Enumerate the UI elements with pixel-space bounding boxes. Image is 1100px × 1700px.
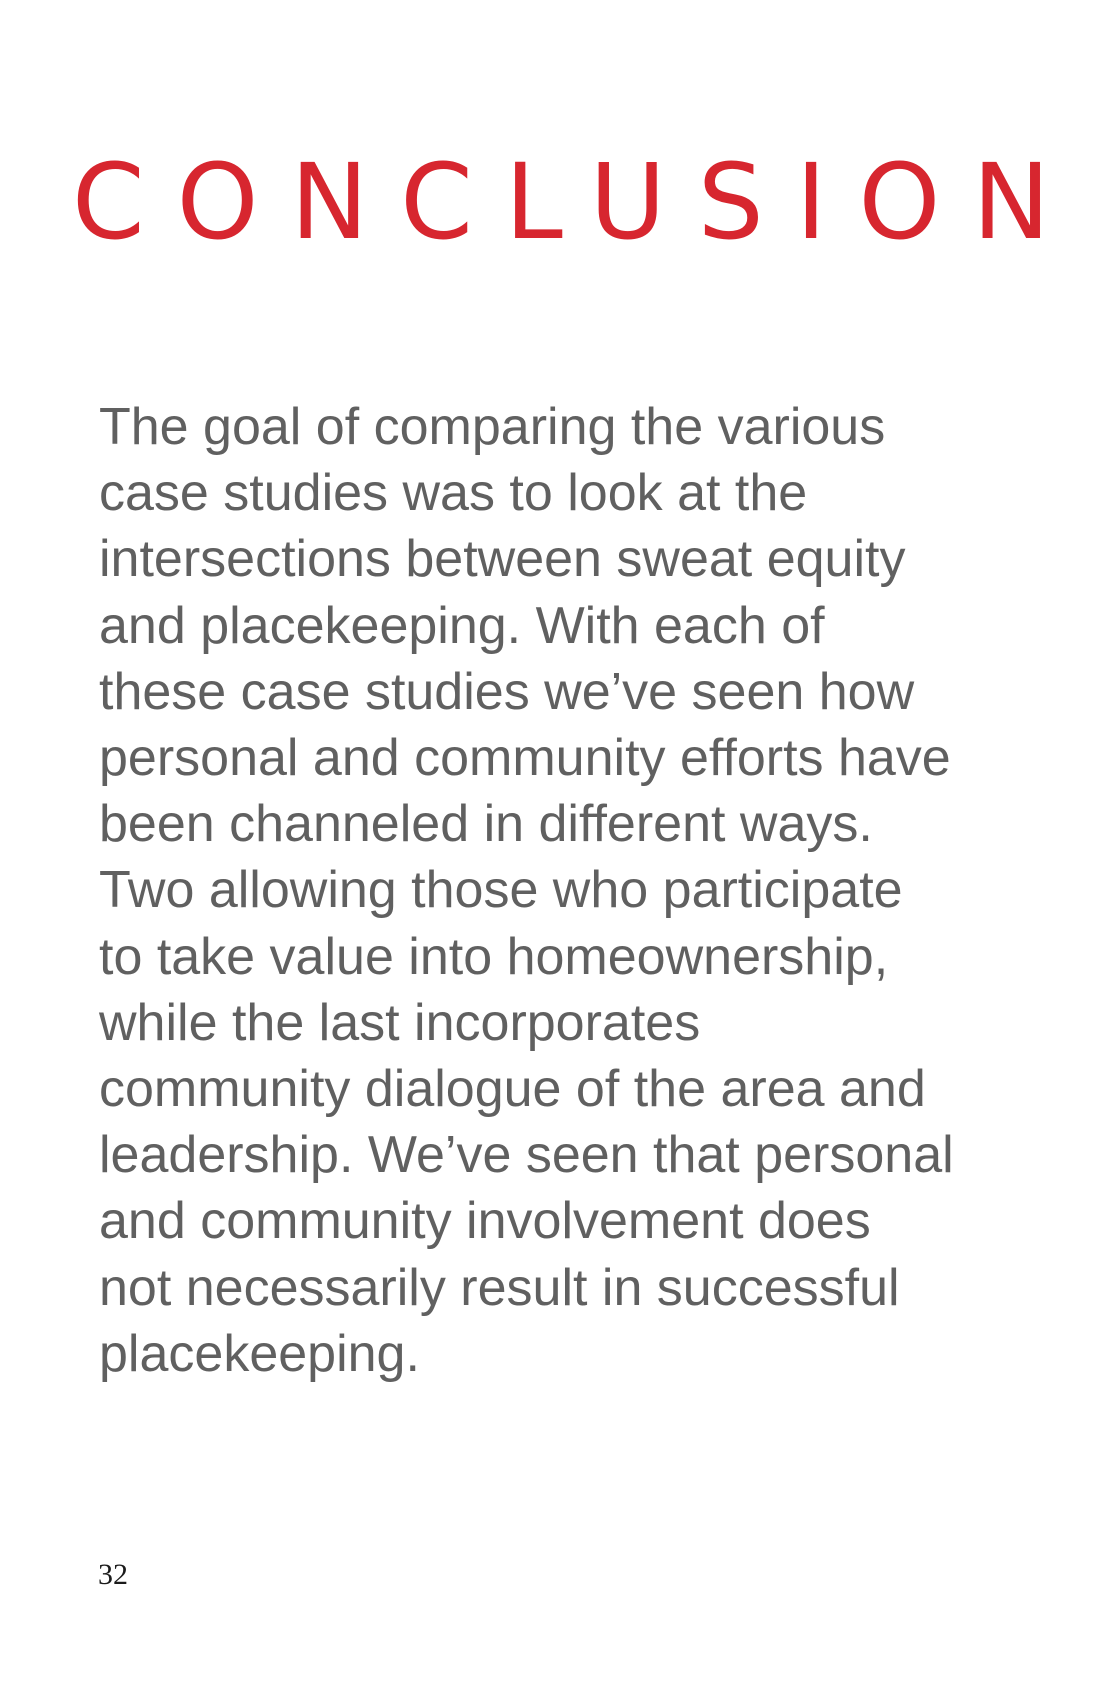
paragraph-line: Two allowing those who participate [99, 861, 903, 920]
paragraph-line: not necessarily result in successful [99, 1258, 900, 1317]
paragraph-line: placekeeping. [99, 1324, 420, 1383]
paragraph-line: and placekeeping. With each of [99, 596, 825, 655]
paragraph-line: while the last incorporates [99, 993, 701, 1052]
conclusion-paragraph [99, 394, 979, 1387]
paragraph-line: case studies was to look at the [99, 464, 808, 523]
paragraph-line: leadership. We’ve seen that personal [99, 1126, 954, 1185]
paragraph-line: to take value into homeownership, [99, 927, 889, 986]
paragraph-line: personal and community efforts have [99, 729, 951, 788]
page-number: 32 [98, 1558, 128, 1591]
paragraph-line: The goal of comparing the various [99, 398, 886, 456]
paragraph-line: and community involvement does [99, 1192, 871, 1251]
paragraph-line: been channeled in different ways. [99, 795, 873, 854]
paragraph-line: intersections between sweat equity [99, 530, 906, 589]
paragraph-line: community dialogue of the area and [99, 1060, 926, 1119]
paragraph-line: these case studies we’ve seen how [99, 662, 915, 721]
page-title: CONCLUSION [72, 141, 1083, 263]
